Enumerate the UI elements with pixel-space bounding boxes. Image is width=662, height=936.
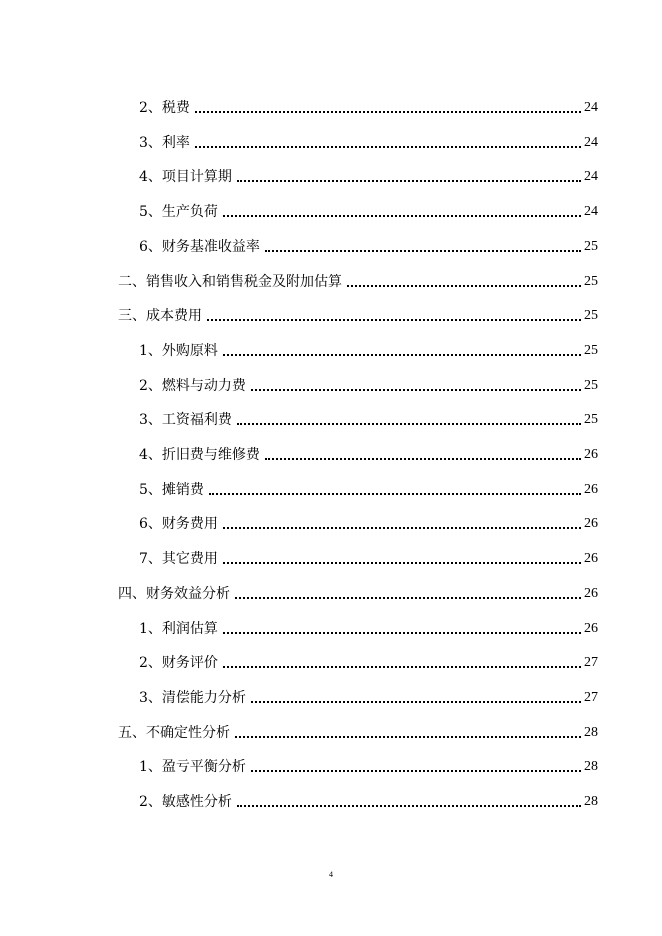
toc-entry[interactable] — [0, 475, 598, 499]
toc-dot-leader — [223, 632, 581, 634]
toc-entry[interactable] — [0, 232, 598, 256]
toc-dot-leader — [195, 146, 581, 148]
toc-entry-title: 财务效益分析 — [146, 585, 230, 602]
toc-entry-title: 利润估算 — [161, 620, 218, 637]
toc-dot-leader — [251, 770, 581, 772]
toc-dot-leader — [223, 215, 581, 217]
toc-entry-page: 26 — [584, 516, 598, 532]
toc-entry-page: 25 — [584, 342, 598, 358]
toc-entry-title: 盈亏平衡分析 — [161, 759, 246, 776]
toc-entry-number: 1、 — [139, 759, 162, 776]
toc-entry[interactable] — [0, 405, 598, 429]
toc-entry-page: 26 — [584, 551, 598, 567]
toc-dot-leader — [207, 319, 581, 321]
toc-entry[interactable] — [0, 197, 598, 221]
toc-entry-title: 销售收入和销售税金及附加估算 — [146, 273, 342, 290]
toc-entry-number: 1、 — [139, 620, 162, 637]
toc-dot-leader — [237, 423, 581, 425]
toc-entry[interactable] — [0, 93, 598, 117]
toc-entry-page: 25 — [584, 308, 598, 324]
toc-entry[interactable] — [0, 371, 598, 395]
toc-entry-page: 25 — [584, 412, 598, 428]
toc-entry-number: 2、 — [139, 794, 162, 810]
toc-entry-number: 五、 — [118, 724, 146, 741]
toc-entry-page: 26 — [584, 447, 598, 462]
toc-entry-title: 财务基准收益率 — [161, 238, 260, 255]
toc-entry-title: 项目计算期 — [161, 169, 232, 186]
toc-dot-leader — [237, 180, 581, 182]
toc-entry-page: 28 — [584, 724, 598, 740]
toc-entry-page: 24 — [584, 204, 598, 220]
toc-dot-leader — [223, 562, 581, 564]
page-number: 4 — [329, 870, 333, 879]
toc-entry-number: 3、 — [139, 689, 162, 706]
toc-entry-title: 敏感性分析 — [161, 794, 232, 810]
toc-entry-title: 工资福利费 — [161, 412, 232, 429]
toc-entry[interactable] — [0, 336, 598, 360]
toc-entry-page: 24 — [584, 169, 598, 185]
toc-entry-page: 28 — [584, 759, 598, 775]
toc-entry-title: 财务评价 — [161, 655, 218, 672]
toc-entry[interactable] — [0, 718, 598, 742]
toc-dot-leader — [195, 111, 581, 113]
toc-entry-number: 2、 — [139, 655, 162, 672]
toc-dot-leader — [237, 805, 581, 807]
toc-entry[interactable] — [0, 128, 598, 152]
toc-entry-title: 税费 — [161, 100, 190, 116]
toc-dot-leader — [235, 597, 581, 599]
toc-dot-leader — [265, 458, 581, 460]
toc-entry[interactable] — [0, 579, 598, 603]
toc-entry[interactable] — [0, 683, 598, 707]
toc-entry-page: 25 — [584, 377, 598, 393]
toc-entry[interactable] — [0, 614, 598, 638]
toc-entry-title: 利率 — [161, 134, 190, 151]
toc-entry-title: 外购原料 — [161, 342, 218, 359]
toc-entry-page: 26 — [584, 481, 598, 497]
toc-entry-page: 25 — [584, 238, 598, 254]
toc-entry-page: 25 — [584, 273, 598, 289]
toc-entry-page: 27 — [584, 655, 598, 671]
toc-entry-number: 4、 — [139, 447, 162, 463]
toc-dot-leader — [251, 701, 581, 703]
toc-entry-number: 2、 — [139, 377, 162, 394]
toc-entry-page: 24 — [584, 100, 598, 115]
toc-entry-title: 清偿能力分析 — [161, 689, 246, 706]
toc-entry-number: 3、 — [139, 412, 162, 429]
toc-entry-title: 财务费用 — [161, 516, 218, 533]
toc-dot-leader — [251, 389, 581, 391]
toc-entry-number: 二、 — [118, 273, 146, 290]
toc-entry-number: 三、 — [118, 308, 146, 325]
toc-entry-number: 7、 — [139, 551, 162, 568]
toc-entry-page: 26 — [584, 620, 598, 636]
toc-entry-title: 摊销费 — [161, 481, 204, 498]
toc-entry-title: 生产负荷 — [161, 204, 218, 221]
toc-entry-number: 2、 — [139, 100, 162, 116]
toc-entry-number: 6、 — [139, 516, 162, 533]
toc-entry[interactable] — [0, 544, 598, 568]
toc-entry-title: 折旧费与维修费 — [161, 447, 260, 463]
toc-entry-title: 燃料与动力费 — [161, 377, 246, 394]
toc-entry-page: 28 — [584, 794, 598, 809]
toc-entry-title: 成本费用 — [146, 308, 202, 325]
toc-entry[interactable] — [0, 301, 598, 325]
toc-dot-leader — [235, 736, 581, 738]
toc-dot-leader — [209, 493, 581, 495]
toc-entry-number: 3、 — [139, 134, 162, 151]
toc-entry-number: 5、 — [139, 204, 162, 221]
toc-dot-leader — [223, 666, 581, 668]
toc-entry[interactable] — [0, 267, 598, 291]
toc-entry[interactable] — [0, 509, 598, 533]
toc-entry-number: 1、 — [139, 342, 162, 359]
toc-entry-title: 其它费用 — [161, 551, 218, 568]
toc-entry-number: 5、 — [139, 481, 162, 498]
toc-dot-leader — [223, 354, 581, 356]
toc-entry[interactable] — [0, 752, 598, 776]
toc-entry-title: 不确定性分析 — [146, 724, 230, 741]
toc-entry-number: 6、 — [139, 238, 162, 255]
toc-dot-leader — [265, 250, 581, 252]
toc-entry[interactable] — [0, 648, 598, 672]
toc-dot-leader — [347, 285, 581, 287]
toc-entry-page: 27 — [584, 689, 598, 705]
toc-dot-leader — [223, 527, 581, 529]
toc-entry-page: 26 — [584, 585, 598, 601]
toc-entry-page: 24 — [584, 134, 598, 150]
toc-entry[interactable] — [0, 162, 598, 186]
toc-entry[interactable] — [0, 787, 598, 811]
toc-entry-number: 4、 — [139, 169, 162, 186]
toc-entry[interactable] — [0, 440, 598, 464]
toc-entry-number: 四、 — [118, 585, 146, 602]
